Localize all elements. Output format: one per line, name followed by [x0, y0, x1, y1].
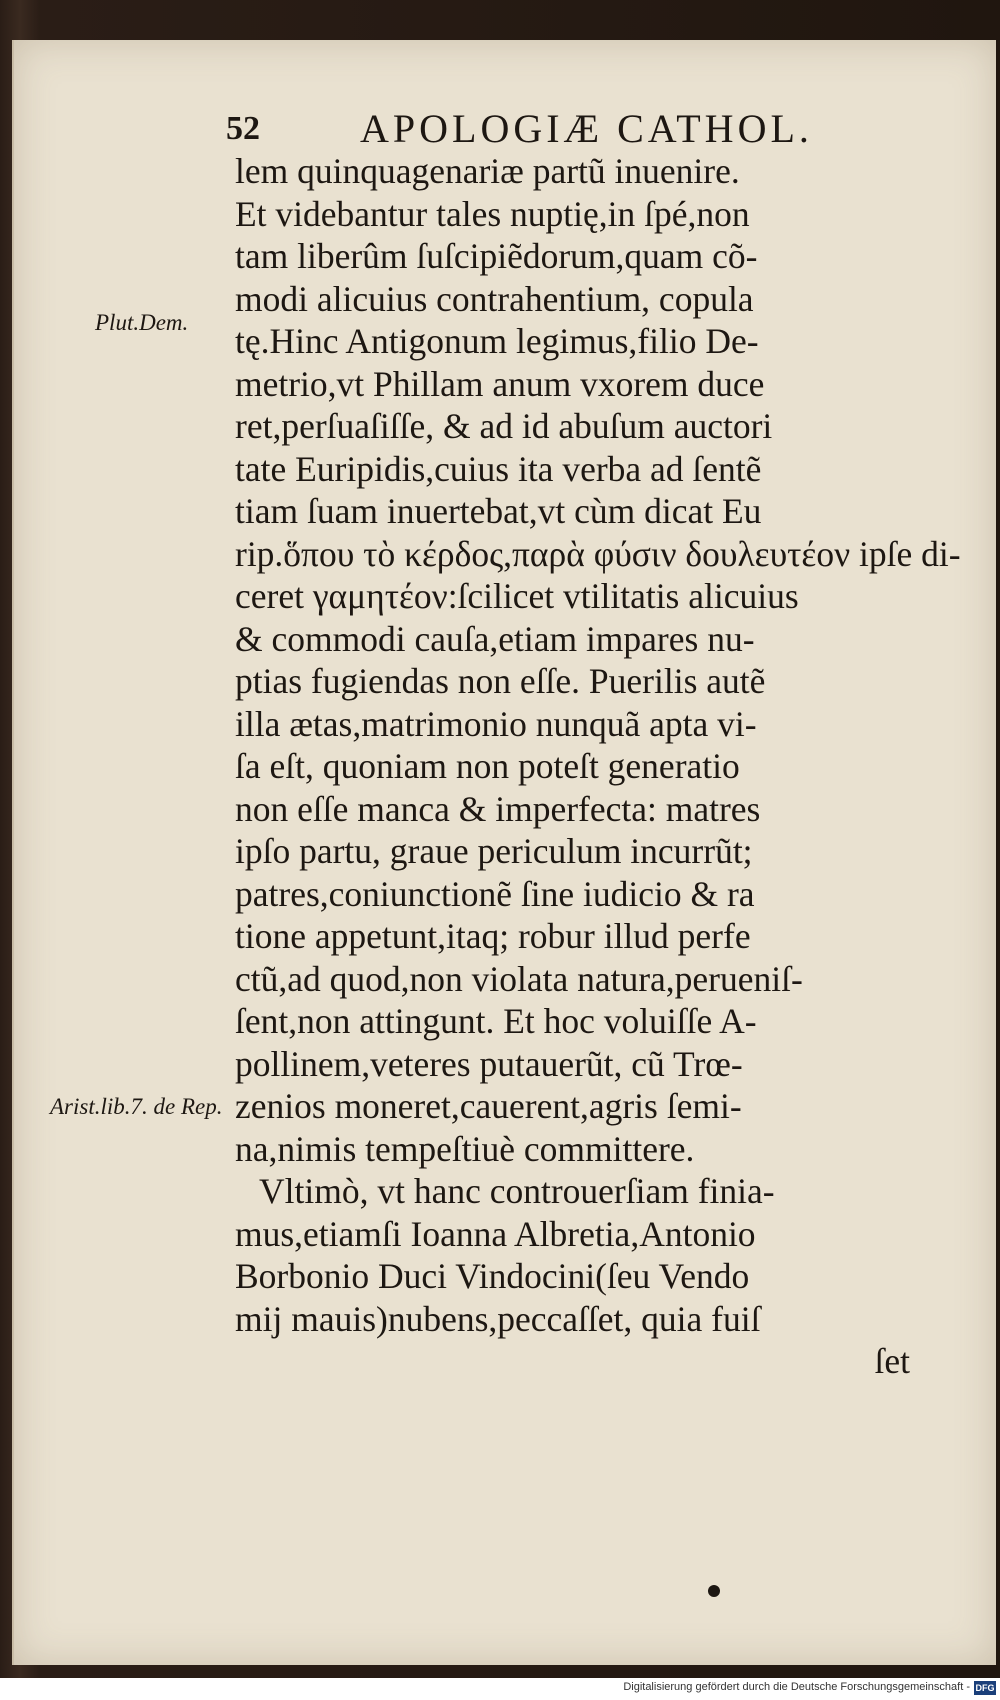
ink-dot-ornament [708, 1585, 720, 1597]
text-line: tate Euripidis,cuius ita verba ad ſentẽ [235, 448, 762, 489]
running-title: APOLOGIÆ CATHOL. [360, 106, 813, 151]
text-line: & commodi cauſa,etiam impares nu- [235, 618, 755, 659]
text-line: tiam ſuam inuertebat,vt cùm dicat Eu [235, 491, 762, 531]
text-line: lem quinquagenariæ partũ inuenire. [235, 151, 740, 191]
text-line: ſa eſt, quoniam non poteſt generatio [235, 746, 740, 786]
text-line: patres,coniunctionẽ ſine iudicio & ra [235, 873, 755, 914]
text-line: ret,perſuaſiſſe, & ad id abuſum auctori [235, 406, 773, 446]
text-line: modi alicuius contrahentium, copula [235, 278, 754, 319]
text-line: ſent,non attingunt. Et hoc voluiſſe A- [235, 1001, 757, 1041]
text-line: non eſſe manca & imperfecta: matres [235, 788, 761, 829]
text-line: mus,etiamſi Ioanna Albretia,Antonio [235, 1213, 756, 1254]
running-head [90, 105, 890, 155]
text-line: pollinem,veteres putauerũt, cũ Trœ- [235, 1043, 743, 1084]
text-line: tam liberûm ſuſcipiẽdorum,quam cõ- [235, 236, 758, 276]
text-line: tę.Hinc Antigonum legimus,filio De- [235, 321, 759, 361]
text-line: Et videbantur tales nuptię,in ſpé,non [235, 193, 750, 234]
marginal-note-aristotle: Arist.lib.7. de Rep. [50, 1094, 223, 1119]
text-line: ipſo partu, graue periculum incurrũt; [235, 831, 753, 871]
text-line: na,nimis tempeſtiuè committere. [235, 1128, 695, 1169]
catchword: ſet [874, 1341, 910, 1381]
text-line: mij mauis)nubens,peccaſſet, quia fuiſ [235, 1298, 761, 1339]
text-line: metrio,vt Phillam anum vxorem duce [235, 363, 765, 404]
body-text [235, 150, 961, 1383]
marginal-note-plutarch: Plut.Dem. [95, 310, 189, 335]
text-line: Borbonio Duci Vindocini(ſeu Vendo [235, 1256, 750, 1296]
text-line-greek: ceret γαμητέον:ſcilicet vtilitatis alicuius [235, 576, 799, 616]
page-number: 52 [226, 110, 260, 147]
text-line: ctũ,ad quod,non violata natura,perueniſ- [235, 958, 803, 999]
footer-credit: Digitalisierung gefördert durch die Deutsche Forschungsgemeinschaft - [623, 1681, 970, 1693]
dfg-logo: DFG [975, 1683, 995, 1693]
text-line: zenios moneret,cauerent,agris ſemi- [235, 1086, 742, 1126]
text-line: tione appetunt,itaq; robur illud perfe [235, 916, 751, 956]
text-line-greek: rip.ὅπου τὸ κέρδος,παρὰ φύσιν δουλευτέον ipſe di- [235, 533, 961, 574]
footer-bar [0, 1678, 1000, 1700]
text-line: illa ætas,matrimonio nunquã apta vi- [235, 703, 757, 744]
text-line: ptias fugiendas non eſſe. Puerilis autẽ [235, 661, 766, 701]
paragraph-start-line: Vltimò, vt hanc controuerſiam finia- [259, 1171, 775, 1211]
